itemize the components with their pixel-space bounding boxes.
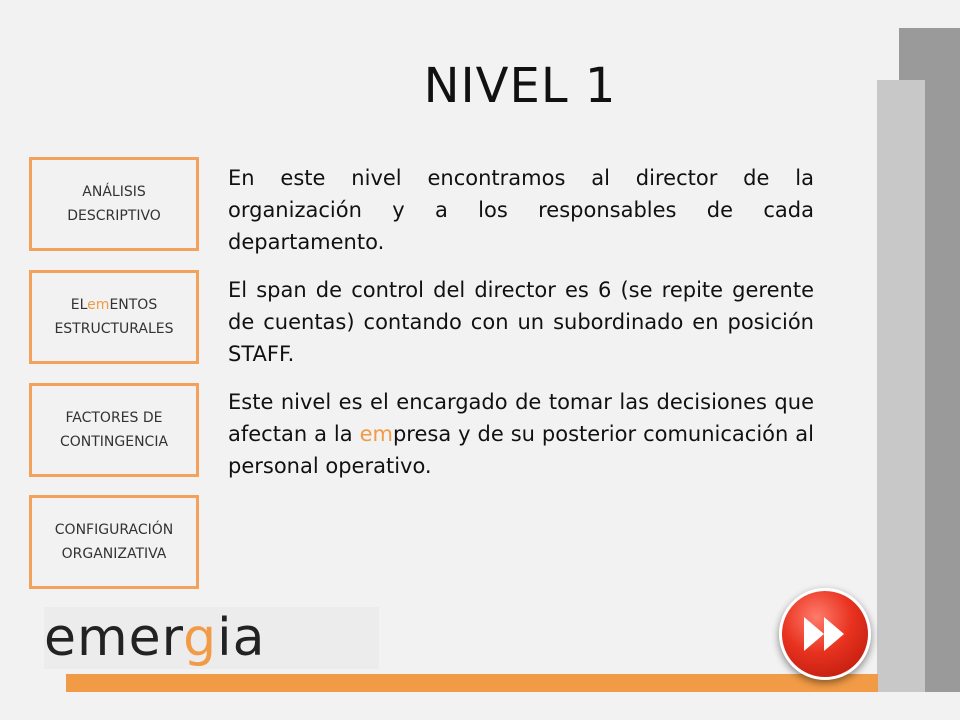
paragraph-2: El span de control del director es 6 (se repite gerente de cuentas) contando con un subordinado en posición STAFF. <box>228 278 814 366</box>
paragraph-3-pre: Este nivel es el encargado de tomar las decisiones que afectan a la <box>228 390 814 446</box>
logo-post: ia <box>217 608 266 668</box>
logo-hl: g <box>183 608 218 668</box>
nav-analisis-descriptivo[interactable] <box>29 157 199 251</box>
logo-text <box>44 607 265 669</box>
paragraph-3-hl: em <box>359 422 393 446</box>
nav-elementos-label <box>54 293 173 341</box>
nav-configuracion-label: CONFIGURACIÓN ORGANIZATIVA <box>54 522 174 562</box>
fast-forward-icon <box>782 591 868 677</box>
nav-factores-contingencia[interactable] <box>29 383 199 477</box>
page-title: NIVEL 1 <box>423 58 617 114</box>
nav-elementos-estructurales[interactable] <box>29 270 199 364</box>
emergia-logo <box>44 607 379 669</box>
paragraph-3 <box>228 386 814 482</box>
nav-factores-label: FACTORES DE CONTINGENCIA <box>59 410 169 450</box>
nav-elementos-pre: EL <box>70 297 88 313</box>
paragraph-1: En este nivel encontramos al director de la organización y a los responsables de cada departamento. <box>228 166 814 254</box>
logo-pre: emer <box>44 608 184 668</box>
nav-configuracion-organizativa[interactable] <box>29 495 199 589</box>
next-button[interactable] <box>779 588 871 680</box>
footer-rule <box>66 674 878 692</box>
nav-elementos-hl: em <box>87 297 110 313</box>
content-body <box>228 162 814 498</box>
nav-elementos-post: ENTOS ESTRUCTURALES <box>54 297 174 337</box>
decorative-bar-light <box>877 80 925 692</box>
paragraph-3-post: presa y de su posterior comunicación al personal operativo. <box>228 422 814 478</box>
nav-analisis-label: ANÁLISIS DESCRIPTIVO <box>67 184 161 224</box>
